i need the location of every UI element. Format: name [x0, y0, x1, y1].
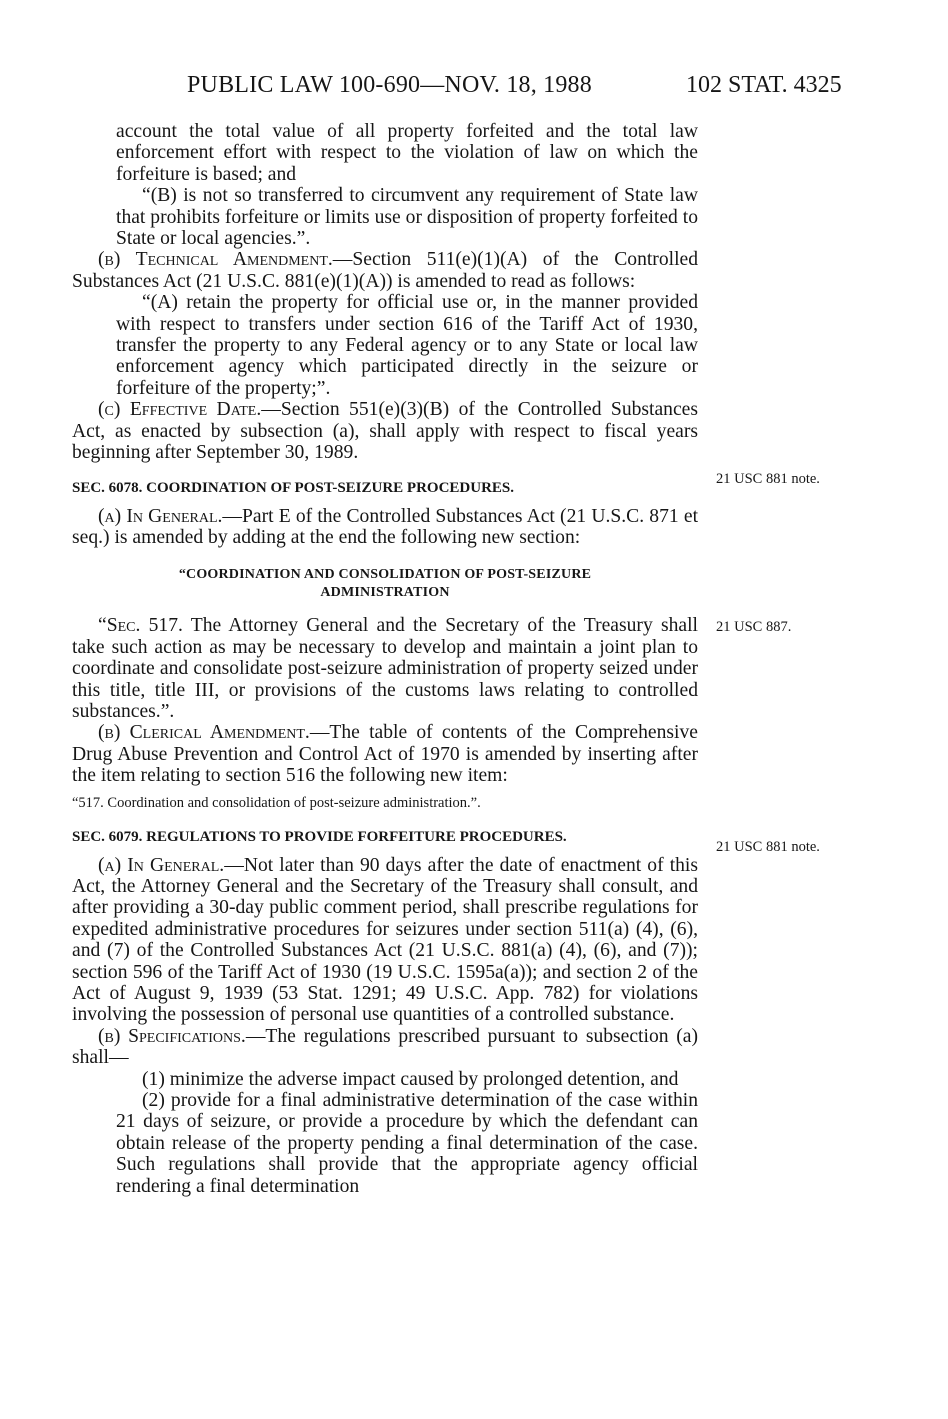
- paragraph-text: —Section 511(e)(1)(A) of the Controlled Substances Act (21 U.S.C. 881(e)(1)(A)) is amended to read as follows:: [72, 249, 699, 292]
- subsection-heading: (c) Effective Date.: [98, 399, 262, 421]
- section-heading-6079: SEC. 6079. REGULATIONS TO PROVIDE FORFEITURE PROCEDURES.: [72, 828, 567, 845]
- paragraph-text: —The regulations prescribed pursuant to subsection (a) shall—: [72, 1025, 698, 1069]
- paragraph-subpara-b: “(B) is not so transferred to circumvent any requirement of State law that prohibits forfeiture or limits use or disposition of property forfeited to State or local agencies.”.: [116, 185, 698, 250]
- paragraph-item-1: (1) minimize the adverse impact caused by prolonged detention, and: [142, 1068, 679, 1090]
- paragraph-6079-a: [72, 855, 698, 1026]
- center-heading-line-2: ADMINISTRATION: [320, 585, 450, 601]
- paragraph-item-2: (2) provide for a final administrative determination of the case within 21 days of seizure, or provide a procedure by which the defendant can obtain release of the property pending a final determination of the case. Such regulations shall provide that the appropriate agency official rendering a final determination: [116, 1090, 698, 1197]
- subsection-heading: (b) Specifications.: [98, 1025, 246, 1047]
- toc-item-517: “517. Coordination and consolidation of post-seizure administration.”.: [72, 794, 481, 811]
- paragraph-text: —Section 551(e)(3)(B) of the Controlled Substances Act, as enacted by subsection (a), shall apply with respect to fiscal years beginning after September 30, 1989.: [72, 399, 698, 464]
- paragraph-text: —The table of contents of the Comprehensive Drug Abuse Prevention and Control Act of 1970 is amended by inserting after the item relating to section 516 the following new item:: [72, 722, 698, 787]
- paragraph-clerical-amendment: [72, 722, 698, 786]
- paragraph-continuation: account the total value of all property forfeited and the total law enforcement effort with respect to the violation of law on which the forfeiture is based; and: [116, 121, 698, 185]
- margin-note-usc-881-2: 21 USC 881 note.: [716, 839, 820, 855]
- main-text-column: [72, 121, 698, 1197]
- center-heading-line-1: “COORDINATION AND CONSOLIDATION OF POST-SEIZURE: [178, 567, 592, 583]
- paragraph-6078-a: [72, 506, 698, 549]
- running-header-page: 102 STAT. 4325: [686, 72, 842, 98]
- subsection-heading: (b) Clerical Amendment.: [98, 722, 310, 744]
- paragraph-technical-amendment: [72, 249, 698, 292]
- section-label: “Sec. 517.: [98, 615, 183, 637]
- section-center-heading: [72, 566, 698, 602]
- subsection-heading: (a) In General.: [98, 505, 223, 527]
- running-header-title: PUBLIC LAW 100-690—NOV. 18, 1988: [187, 72, 592, 98]
- paragraph-text: —Part E of the Controlled Substances Act (21 U.S.C. 871 et seq.) is amended by adding at the end the following new section:: [72, 505, 699, 548]
- section-heading-6078: SEC. 6078. COORDINATION OF POST-SEIZURE PROCEDURES.: [72, 479, 515, 496]
- paragraph-6079-b: [72, 1026, 698, 1069]
- margin-note-usc-887: 21 USC 887.: [716, 619, 792, 635]
- paragraph-subpara-a: “(A) retain the property for official use or, in the manner provided with respect to transfers under section 616 of the Tariff Act of 1930, transfer the property to any Federal agency or to any State or local law enforcement agency which participated directly in the seizure or forfeiture of the property;”.: [116, 292, 698, 399]
- paragraph-text: The Attorney General and the Secretary of the Treasury shall take such action as may be necessary to develop and maintain a joint plan to coordinate and consolidate post-seizure administration of property seized under this title, title III, or provisions of the customs laws relating to controlled substances.”.: [72, 615, 698, 722]
- subsection-heading: (a) In General.: [98, 854, 225, 876]
- paragraph-text: —Not later than 90 days after the date of enactment of this Act, the Attorney General and the Secretary of the Treasury shall consult, and after providing a 30-day public comment period, shall prescribe regulations for expedited administrative procedures for seizures under section 511(a) (4), (6), and (7) of the Controlled Substances Act (21 U.S.C. 881(a) (4), (6), and (7)); section 596 of the Tariff Act of 1930 (19 U.S.C. 1595a(a)); and section 2 of the Act of August 9, 1939 (53 Stat. 1291; 49 U.S.C. App. 782) for violations involving the possession of personal use quantities of a controlled substance.: [72, 854, 698, 1026]
- subsection-heading: (b) Technical Amendment.: [98, 249, 333, 271]
- margin-note-usc-881: 21 USC 881 note.: [716, 471, 820, 487]
- paragraph-sec-517: [72, 615, 698, 722]
- paragraph-effective-date: [72, 399, 698, 463]
